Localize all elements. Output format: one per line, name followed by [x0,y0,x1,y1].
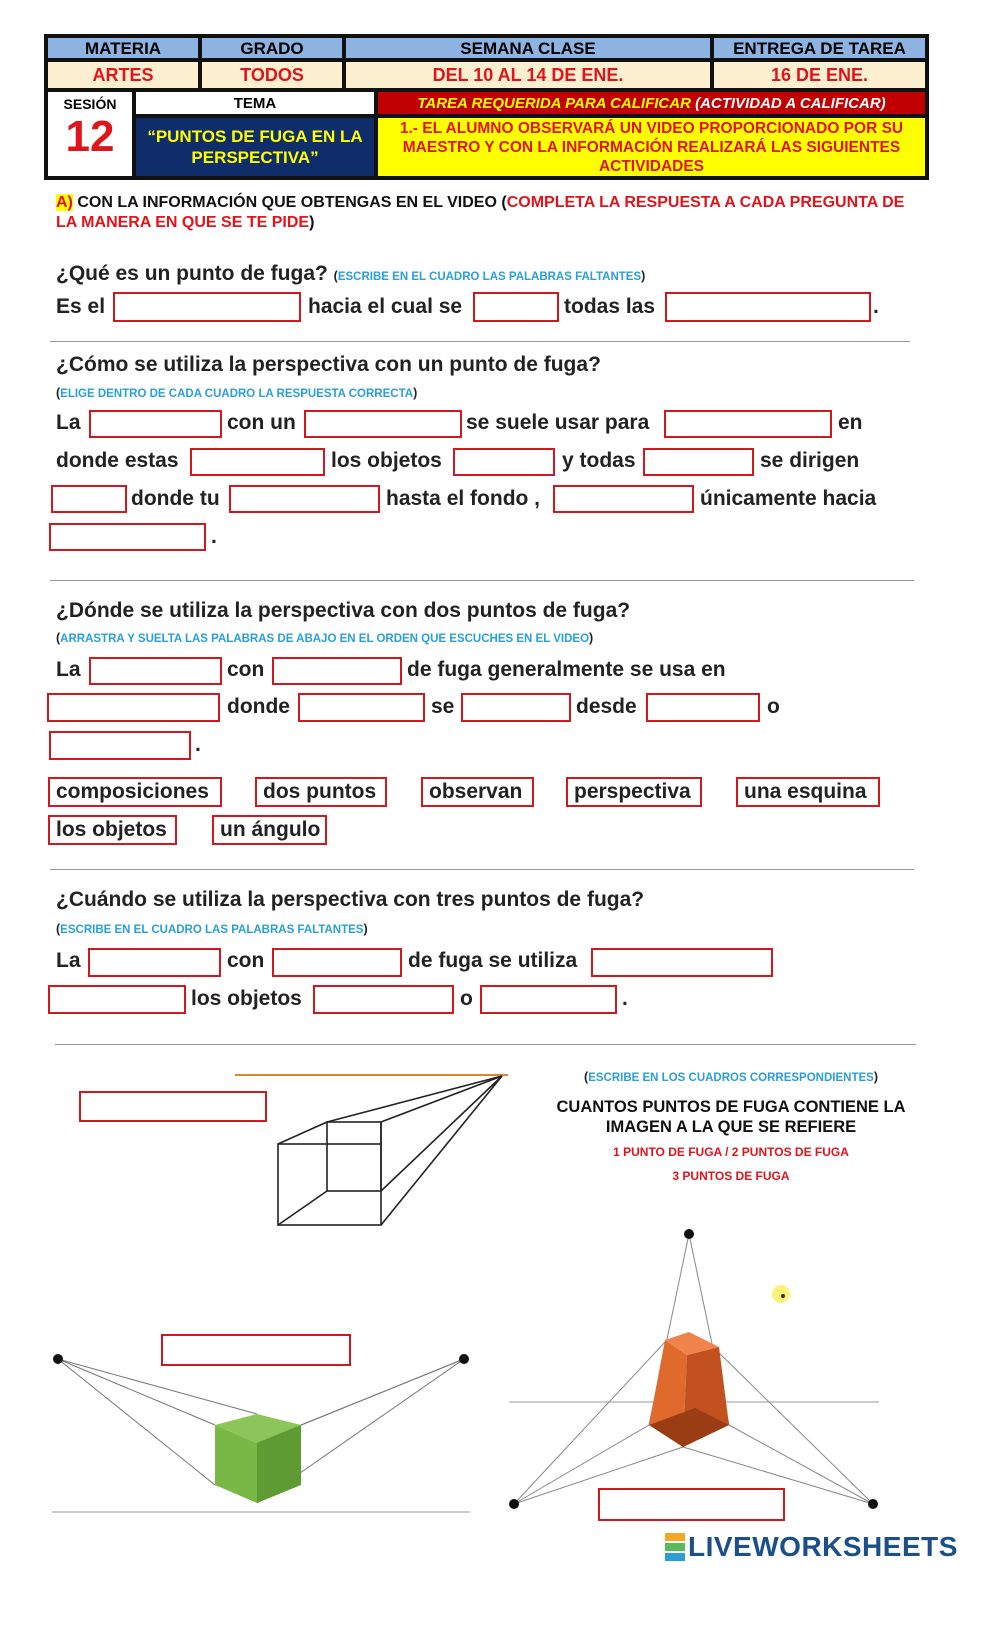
q3-text-4: donde [227,695,290,718]
q4-answer-box-3[interactable] [591,948,773,977]
q1-text-4: . [873,295,879,318]
cursor-highlight [772,1285,790,1303]
q2-text-5: donde estas [56,449,179,472]
images-title: CUANTOS PUNTOS DE FUGA CONTIENE LA IMAGEN A LA QUE SE REFIERE [556,1098,906,1136]
sesion-number: 12 [65,112,115,161]
logo-letter-s [665,1553,685,1561]
drag-chip-observan[interactable]: observan [421,777,534,807]
q2-hint: (ELIGE DENTRO DE CADA CUADRO LA RESPUESTA CORRECTA) [56,386,418,400]
q3-text-1: La [56,658,81,681]
images-hint: (ESCRIBE EN LOS CUADROS CORRESPONDIENTES) [584,1070,878,1084]
drag-chip-los-objetos[interactable]: los objetos [48,815,177,845]
q3-drop-zone-7[interactable] [49,731,191,760]
tarea-title-a: TAREA REQUERIDA PARA CALIFICAR [417,95,691,112]
q3-text-6: desde [576,695,637,718]
tema-value: “PUNTOS DE FUGA EN LA PERSPECTIVA” [134,116,376,178]
q2-question: ¿Cómo se utiliza la perspectiva con un punto de fuga? [56,353,601,376]
q2-select-9[interactable] [553,485,694,513]
cursor-dot [781,1294,785,1298]
q2-text-6: los objetos [331,449,442,472]
semana-label: SEMANA CLASE [344,36,712,60]
vanishing-line [58,1359,257,1414]
entrega-label: ENTREGA DE TAREA [712,36,927,60]
q1-text-1: Es el [56,295,106,318]
vanishing-point-right [459,1354,469,1364]
q1-text-2: hacia el cual se [308,295,463,318]
vanishing-line [514,1342,665,1504]
intro-text-a: CON LA INFORMACIÓN QUE OBTENGAS EN EL VIDEO ( [77,194,507,211]
q4-answer-box-5[interactable] [313,985,454,1014]
q3-drop-zone-5[interactable] [461,693,571,722]
tarea-title-b: (ACTIVIDAD A CALIFICAR) [695,95,886,112]
vanishing-line [381,1076,502,1191]
tarea-text: 1.- EL ALUMNO OBSERVARÁ UN VIDEO PROPORCIONADO POR SU MAESTRO Y CON LA INFORMACIÓN REALIZARÁ LAS SIGUIENTES ACTIVIDADES [376,116,927,178]
q2-text-2: con un [227,411,296,434]
q3-text-8: . [195,733,201,756]
image3-answer-box[interactable] [598,1488,785,1521]
q2-text-12: . [211,525,217,548]
drag-chip-dos-puntos[interactable]: dos puntos [255,777,387,807]
logo-letter-l [665,1533,685,1541]
q3-drop-zone-2[interactable] [272,657,402,685]
intro-instruction [56,193,916,233]
drag-chip-perspectiva[interactable]: perspectiva [566,777,702,807]
vanishing-line [327,1076,502,1122]
q3-drop-zone-3[interactable] [47,693,220,722]
q2-text-7: y todas [562,449,636,472]
q1-hint: (ESCRIBE EN EL CUADRO LAS PALABRAS FALTANTES) [333,269,646,283]
q4-hint: (ESCRIBE EN EL CUADRO LAS PALABRAS FALTANTES) [56,922,368,936]
liveworksheets-logo[interactable] [665,1531,958,1563]
q2-text-11: únicamente hacia [700,487,877,510]
grado-label: GRADO [200,36,344,60]
semana-value: DEL 10 AL 14 DE ENE. [344,60,712,90]
vanishing-point-left [509,1499,519,1509]
tema-label: TEMA [134,90,376,116]
materia-value: ARTES [46,60,200,90]
images-options-b: 3 PUNTOS DE FUGA [672,1169,790,1183]
q3-drop-zone-4[interactable] [298,693,425,722]
image2-answer-box[interactable] [161,1334,351,1366]
q4-answer-box-2[interactable] [272,948,402,977]
q1-question-text: ¿Qué es un punto de fuga? [56,262,328,285]
q4-answer-box-6[interactable] [480,985,617,1014]
q2-select-10[interactable] [49,523,206,551]
q3-drop-zone-6[interactable] [646,693,760,722]
q2-select-3[interactable] [664,410,832,438]
q4-text-6: . [622,987,628,1010]
logo-mark-icon [665,1533,685,1561]
intro-letter: A) [56,194,73,211]
q4-text-2: con [227,949,265,972]
cube-edge [278,1191,327,1225]
image1-answer-box[interactable] [79,1091,267,1122]
q2-text-8: se dirigen [760,449,860,472]
sesion-label: SESIÓN [63,96,117,112]
brand-name: LIVEWORKSHEETS [688,1531,958,1562]
q4-hint-text: ESCRIBE EN EL CUADRO LAS PALABRAS FALTANTES [60,924,364,936]
vanishing-point-top [684,1229,694,1239]
q2-select-6[interactable] [643,448,754,476]
q1-answer-box-1[interactable] [113,292,301,322]
q4-answer-box-4[interactable] [48,985,186,1014]
entrega-value: 16 DE ENE. [712,60,927,90]
intro-text-b: COMPLETA LA RESPUESTA A CADA PREGUNTA DE LA MANERA EN QUE SE TE PIDE [56,194,905,231]
two-point-perspective-cube-image [46,1345,476,1515]
q3-question: ¿Dónde se utiliza la perspectiva con dos puntos de fuga? [56,599,631,622]
images-options-a: 1 PUNTO DE FUGA / 2 PUNTOS DE FUGA [613,1145,849,1159]
q2-select-5[interactable] [453,448,555,476]
drag-chip-una-esquina[interactable]: una esquina [736,777,880,807]
q1-question [56,262,645,286]
q4-question: ¿Cuándo se utiliza la perspectiva con tres puntos de fuga? [56,888,645,911]
q1-answer-box-2[interactable] [473,292,559,322]
q3-hint: (ARRASTRA Y SUELTA LAS PALABRAS DE ABAJO EN EL ORDEN QUE ESCUCHES EN EL VIDEO) [56,631,594,645]
vanishing-line [58,1359,215,1425]
vanishing-line [58,1359,215,1485]
q2-select-8[interactable] [229,485,380,513]
q1-hint-text: ESCRIBE EN EL CUADRO LAS PALABRAS FALTANTES [337,271,642,283]
q2-text-9: donde tu [131,487,220,510]
logo-letter-w [665,1543,685,1551]
vanishing-point-left [53,1354,63,1364]
q4-answer-box-1[interactable] [88,948,221,977]
divider-3 [50,869,914,870]
divider-2 [50,580,914,581]
q2-text-1: La [56,411,81,434]
q1-text-3: todas las [564,295,656,318]
one-point-perspective-cube-image [230,1065,515,1235]
tarea-title [376,90,927,116]
q3-text-3: de fuga generalmente se usa en [407,658,726,681]
divider-4 [55,1044,916,1045]
q4-text-1: La [56,949,81,972]
q2-select-4[interactable] [190,448,325,476]
q2-text-4: en [838,411,863,434]
q4-text-4: los objetos [191,987,302,1010]
intro-text-c: ) [309,214,315,231]
vanishing-point-right [868,1499,878,1509]
q2-select-2[interactable] [304,410,462,438]
sesion-cell [46,90,134,178]
q4-text-3: de fuga se utiliza [408,949,578,972]
divider-1 [50,341,910,342]
q4-text-5: o [460,987,473,1010]
q3-text-7: o [767,695,780,718]
cube-back-face [327,1122,381,1191]
grado-value: TODOS [200,60,344,90]
q2-hint-text: ELIGE DENTRO DE CADA CUADRO LA RESPUESTA CORRECTA [60,388,414,400]
q2-select-7[interactable] [51,485,127,513]
cube-front-face [278,1144,381,1225]
q2-text-3: se suele usar para [466,411,650,434]
drag-chip-composiciones[interactable]: composiciones [48,777,222,807]
q3-drop-zone-1[interactable] [89,657,222,685]
three-point-perspective-cube-image [505,1222,885,1522]
drag-chip-un-angulo[interactable]: un ángulo [212,815,327,845]
q3-hint-text: ARRASTRA Y SUELTA LAS PALABRAS DE ABAJO EN EL ORDEN QUE ESCUCHES EN EL VIDEO [60,633,590,645]
cube-edge [278,1122,327,1144]
materia-label: MATERIA [46,36,200,60]
images-hint-text: ESCRIBE EN LOS CUADROS CORRESPONDIENTES [588,1072,874,1084]
q3-text-5: se [431,695,455,718]
q3-text-2: con [227,658,265,681]
q2-text-10: hasta el fondo , [386,487,541,510]
q1-answer-box-3[interactable] [665,292,871,322]
q2-select-1[interactable] [89,410,222,438]
